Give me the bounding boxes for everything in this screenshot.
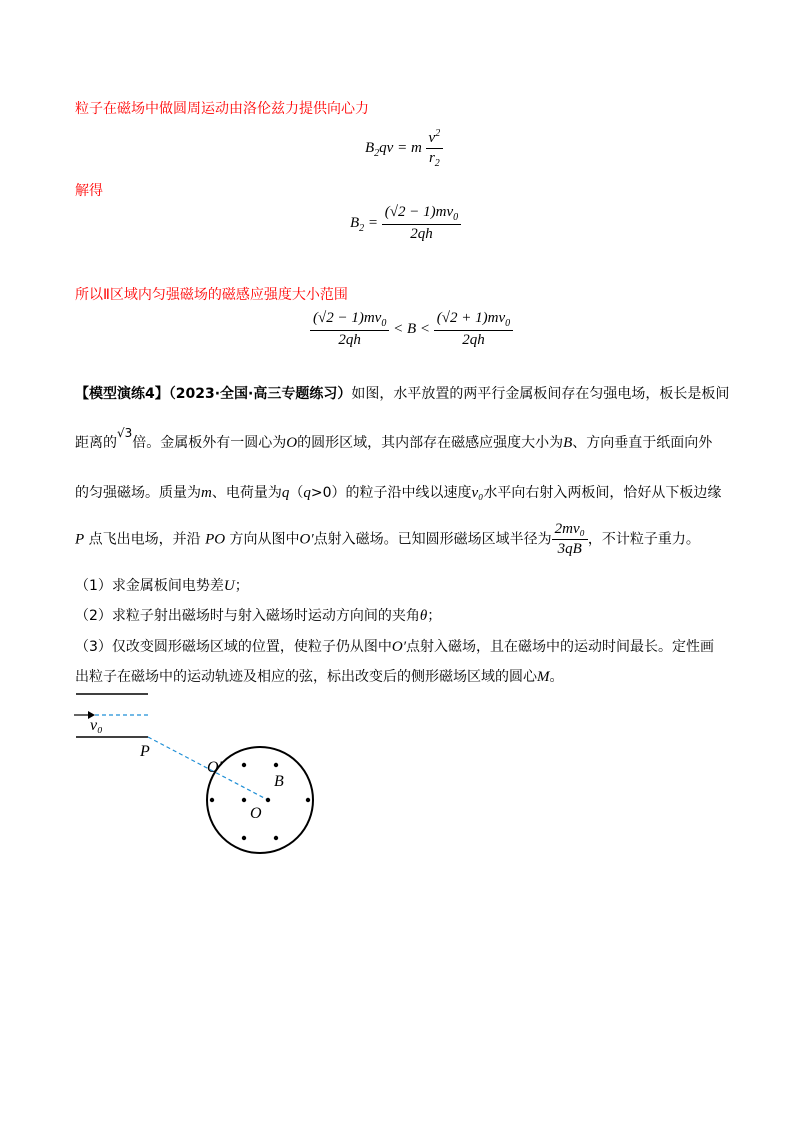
eq3-middle: < B < xyxy=(389,320,434,337)
eq3-right-fraction: $\frac{(√2 + 1)mv_0}{2qh}$ xyxy=(434,310,513,349)
field-dot xyxy=(266,798,270,802)
question-3-line-2: 出粒子在磁场中的运动轨迹及相应的弦，标出改变后的侧形磁场区域的圆心M。 xyxy=(75,669,564,685)
eq3-left-fraction: $\frac{(√2 - 1)mv_0}{2qh}$ xyxy=(310,310,389,349)
problem-tag: 【模型演练4】 xyxy=(75,386,169,402)
solution-line-1: 粒子在磁场中做圆周运动由洛伦兹力提供向心力 xyxy=(75,101,369,117)
problem-line-3: 的匀强磁场。质量为m、电荷量为q（q>0）的粒子沿中线以速度v₀水平向右射入两板间，恰好从下板边缘 xyxy=(75,485,722,501)
eq2-lhs: $B_2$ = xyxy=(350,214,382,234)
problem-source: （2023·全国·高三专题练习） xyxy=(168,386,352,402)
sqrt3: √3 xyxy=(117,426,133,440)
magnetic-field-circle xyxy=(207,747,313,853)
field-dot xyxy=(242,763,246,767)
label-v0: v₀ xyxy=(90,717,103,734)
question-3-line-1: （3）仅改变圆形磁场区域的位置，使粒子仍从图中O′点射入磁场，且在磁场中的运动时间最长。定性画 xyxy=(75,639,715,655)
label-O: O xyxy=(250,805,262,822)
eq2-fraction: $\frac{(√2 - 1)mv_0}{2qh}$ xyxy=(382,204,461,243)
question-2: （2）求粒子射出磁场时与射入磁场时运动方向间的夹角θ； xyxy=(75,608,442,624)
radius-fraction: $\frac{\text{2mv₀}}{3qB}$ xyxy=(552,521,588,558)
eq1-lhs: $B_2qv = m$ xyxy=(365,139,422,159)
problem-line-1: 【模型演练4】（2023·全国·高三专题练习）如图，水平放置的两平行金属板间存在匀强电场，板长是板间 xyxy=(75,386,730,402)
field-dot xyxy=(242,798,246,802)
label-O-prime: O′ xyxy=(207,759,223,776)
label-P: P xyxy=(140,743,150,760)
problem-line-2: 距离的√3倍。金属板外有一圆心为O的圆形区域，其内部存在磁感应强度大小为B、方向垂直于纸面向外 xyxy=(75,426,713,451)
field-dot xyxy=(274,836,278,840)
field-dot xyxy=(274,763,278,767)
eq1-fraction: $\frac{v^2}{r_2}$ xyxy=(426,128,444,169)
problem-line-4: P 点飞出电场，并沿 PO 方向从图中O′点射入磁场。已知圆形磁场区域半径为 $\frac{\text{2mv₀}}{3qB}$ ，不计粒子重力。 xyxy=(75,521,700,557)
field-dot xyxy=(306,798,310,802)
field-dot xyxy=(210,798,214,802)
label-B: B xyxy=(274,773,284,790)
field-dots xyxy=(210,763,310,840)
solution-line-3: 所以Ⅱ区域内匀强磁场的磁感应强度大小范围 xyxy=(75,287,348,303)
question-1: （1）求金属板间电势差U； xyxy=(75,578,249,594)
solution-line-2: 解得 xyxy=(75,183,103,199)
field-dot xyxy=(242,836,246,840)
